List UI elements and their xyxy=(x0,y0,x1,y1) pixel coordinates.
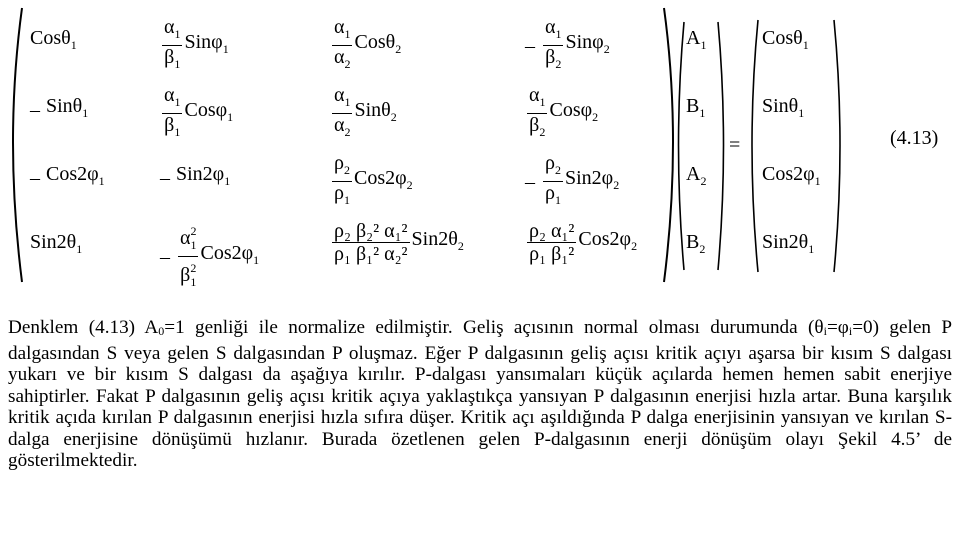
cell-function: Sinφ$_2$ xyxy=(565,31,610,56)
matrix-cell xyxy=(160,16,229,75)
cell-function: Sinθ$_1$ xyxy=(762,95,805,120)
matrix-cell xyxy=(525,16,610,75)
fraction-symbol: $\beta_2$ xyxy=(545,46,562,71)
cell-function: $Sin2\theta_1$ xyxy=(30,231,83,256)
paragraph-sub-3: i xyxy=(848,324,853,338)
fraction-denominator xyxy=(162,114,182,143)
unknown-subscript: 1 xyxy=(699,106,706,120)
fraction-subscript: 1 xyxy=(539,95,546,109)
fraction-subscript: 1 xyxy=(174,27,181,41)
fraction-numerator xyxy=(162,84,182,113)
fraction-superscript: 2 xyxy=(190,261,197,275)
unknown-vector-entry: $B_2$ xyxy=(686,231,706,256)
fraction-subscript: 1 xyxy=(174,95,181,109)
paragraph-sub-1: 0 xyxy=(158,324,165,338)
matrix-cell xyxy=(330,84,397,143)
fraction-symbol: $\alpha_1$ xyxy=(334,16,351,41)
fraction-denominator xyxy=(543,46,563,75)
fraction-symbol: $\alpha^2_1$ xyxy=(180,224,197,252)
fraction-denominator xyxy=(527,114,547,143)
fraction-denominator xyxy=(332,114,352,143)
cell-function-subscript: 1 xyxy=(802,38,809,52)
cell-function: $Cos2\varphi_1$ xyxy=(46,163,105,188)
fraction-symbol: $\beta_1$ xyxy=(164,46,181,71)
matrix-cell xyxy=(330,152,413,211)
cell-function-subscript: 1 xyxy=(798,106,805,120)
cell-function: $Sin2\theta_2$ xyxy=(411,228,464,253)
cell-function-subscript: 2 xyxy=(613,178,620,192)
fraction-symbol: $\rho_2$ xyxy=(545,152,561,177)
matrix-cell xyxy=(330,16,401,75)
matrix-cell xyxy=(525,84,598,143)
minus-sign: – xyxy=(30,98,40,121)
matrix-cell xyxy=(30,96,88,123)
matrix-cell xyxy=(160,164,230,191)
fraction-symbol: $\rho_1$ xyxy=(545,182,561,207)
rhs-vector-entry xyxy=(762,28,809,55)
cell-function-subscript: 1 xyxy=(70,38,77,52)
fraction-denominator: ρ₁ β₁² α₂² xyxy=(334,243,408,265)
fraction-symbol: $\rho_1$ xyxy=(334,182,350,207)
fraction xyxy=(527,84,547,143)
unknown-vector-entry: $B_1$ xyxy=(686,95,706,120)
cell-function-subscript: 1 xyxy=(253,253,260,267)
minus-sign: – xyxy=(525,34,535,57)
cell-function: $Cos2\varphi_2$ xyxy=(353,167,413,192)
minus-sign: – xyxy=(160,166,170,189)
unknown-vector-entry: $A_1$ xyxy=(686,27,707,52)
fraction-numerator xyxy=(178,220,198,256)
fraction-subscript: 1 xyxy=(344,95,351,109)
cell-function: Sinθ$_2$ xyxy=(354,99,397,124)
cell-function-subscript: 2 xyxy=(390,110,397,124)
matrix-cell xyxy=(30,28,77,55)
matrix-cell xyxy=(525,220,637,265)
fraction-symbol: $\beta_2$ xyxy=(529,114,546,139)
fraction-subscript: 1 xyxy=(190,275,197,289)
fraction xyxy=(543,16,563,75)
fraction-symbol: $\alpha_1$ xyxy=(545,16,562,41)
unknown-vector-entry: $A_2$ xyxy=(686,163,707,188)
fraction-subscript: 2 xyxy=(554,163,561,177)
matrix-cell xyxy=(160,84,233,143)
fraction-numerator xyxy=(332,152,352,181)
unknown-subscript: 2 xyxy=(700,174,707,188)
fraction-denominator xyxy=(332,46,352,75)
fraction xyxy=(332,220,410,265)
cell-function-subscript: 2 xyxy=(457,239,464,253)
paragraph-text-1: Denklem (4.13) A xyxy=(8,317,159,338)
fraction xyxy=(543,152,563,211)
fraction-subscript: 1 xyxy=(174,57,181,71)
fraction-symbol: $\alpha_1$ xyxy=(164,16,181,41)
cell-function-subscript: 1 xyxy=(227,110,234,124)
cell-function: Cosφ$_1$ xyxy=(184,99,234,124)
minus-sign: – xyxy=(30,166,40,189)
fraction-symbol: $\beta_1$ xyxy=(164,114,181,139)
fraction-symbol: $\rho_2$ xyxy=(334,152,350,177)
fraction-numerator xyxy=(162,16,182,45)
paragraph-text-4: =0) gelen P dalgasından S veya gelen S dalgasından P oluşmaz. Eğer P dalgasının geliş açısı kritik açıyı aşarsa bir kısım S dalgası yukarı ve bir kısım S dalgası da aşağıya kırılır. P-dalgası yansımaları küçük açılarda hemen hemen sabit enerjiye sahiptirler. Fakat P dalgasının geliş açısı kritik açıya yaklaştıkça yansıyan P dalgasının enerjisi hızla artar. Buna karşılık kritik açıda kırılan P dalgasının enerjisi hızla sıfıra düşer. Kritik açı aşıldığında P dalga enerjisinin yansıyan ve kırılan S-dalga enerjisine dönüşümü hızlanır. Burada özetlenen gelen P-dalgasının enerji dönüşüm olayı Şekil 4.5’ de gösterilmektedir. xyxy=(8,317,952,471)
matrix-cell xyxy=(525,152,619,211)
fraction xyxy=(527,220,576,265)
fraction-denominator xyxy=(178,257,198,293)
equation-number: (4.13) xyxy=(890,127,939,149)
paragraph-sub-2: i xyxy=(823,324,827,338)
fraction-symbol: $\alpha_1$ xyxy=(529,84,546,109)
fraction-subscript: 1 xyxy=(554,193,561,207)
matrix-cell xyxy=(30,164,105,191)
fraction xyxy=(162,16,182,75)
cell-function-subscript: 1 xyxy=(82,106,89,120)
cell-function: $Sin2\varphi_2$ xyxy=(564,167,620,192)
fraction-symbol: $\beta^2_1$ xyxy=(180,261,197,289)
cell-function-subscript: 1 xyxy=(222,42,229,56)
fraction-subscript: 2 xyxy=(344,57,351,71)
paragraph-text-3: =φ xyxy=(826,317,849,338)
fraction xyxy=(162,84,182,143)
fraction-denominator: ρ₁ β₁² xyxy=(529,243,575,265)
cell-function: Cosθ$_1$ xyxy=(30,27,77,52)
rhs-vector-entry xyxy=(762,164,821,191)
fraction-subscript: 1 xyxy=(344,27,351,41)
body-paragraph xyxy=(8,317,952,472)
fraction-subscript: 2 xyxy=(555,57,562,71)
fraction-superscript: 2 xyxy=(190,224,197,238)
cell-function: $Cos2\varphi_2$ xyxy=(578,228,638,253)
fraction xyxy=(332,16,352,75)
matrix-cell xyxy=(160,220,259,293)
cell-function-subscript: 2 xyxy=(631,239,638,253)
fraction-numerator xyxy=(332,84,352,113)
cell-function: Sinφ$_1$ xyxy=(184,31,229,56)
fraction-subscript: 2 xyxy=(539,125,546,139)
fraction-subscript: 1 xyxy=(174,125,181,139)
paragraph-text-2: =1 genliği ile normalize edilmiştir. Geliş açısının normal olması durumunda (θ xyxy=(164,317,824,338)
fraction-symbol: $\alpha_1$ xyxy=(334,84,351,109)
fraction-denominator xyxy=(332,182,352,211)
fraction-numerator xyxy=(527,84,547,113)
fraction-subscript: 2 xyxy=(343,163,350,177)
cell-function: Cosθ$_2$ xyxy=(354,31,402,56)
cell-function: Cosφ$_2$ xyxy=(549,99,599,124)
cell-function: $Sin2\varphi_1$ xyxy=(176,163,231,188)
fraction-subscript: 1 xyxy=(343,193,350,207)
fraction xyxy=(332,152,352,211)
rhs-vector-entry xyxy=(762,232,814,259)
cell-function-subscript: 2 xyxy=(406,178,413,192)
rhs-vector-entry xyxy=(762,96,804,123)
matrix-cell xyxy=(330,220,464,265)
fraction-numerator xyxy=(543,16,563,45)
cell-function: Sinθ$_1$ xyxy=(46,95,89,120)
cell-function: $Cos2\varphi_1$ xyxy=(762,163,821,188)
cell-function: $Cos2\varphi_1$ xyxy=(200,242,260,267)
cell-function-subscript: 1 xyxy=(224,174,231,188)
cell-function: $Sin2\theta_1$ xyxy=(762,231,815,256)
minus-sign: – xyxy=(525,170,535,193)
fraction xyxy=(178,220,198,293)
fraction-symbol: $\alpha_1$ xyxy=(164,84,181,109)
fraction-denominator xyxy=(162,46,182,75)
cell-function-subscript: 1 xyxy=(98,174,105,188)
fraction-numerator: ρ₂ β₂² α₁² xyxy=(334,220,408,242)
equals-sign: = xyxy=(729,134,741,156)
cell-function: Cosθ$_1$ xyxy=(762,27,809,52)
unknown-subscript: 2 xyxy=(699,242,706,256)
fraction-subscript: 1 xyxy=(555,27,562,41)
fraction-subscript: 2 xyxy=(344,125,351,139)
fraction-subscript: 1 xyxy=(190,238,197,252)
cell-function-subscript: 1 xyxy=(814,174,821,188)
cell-function-subscript: 2 xyxy=(395,42,402,56)
fraction-numerator xyxy=(543,152,563,181)
unknown-subscript: 1 xyxy=(700,38,707,52)
fraction xyxy=(332,84,352,143)
cell-function-subscript: 2 xyxy=(592,110,599,124)
cell-function-subscript: 1 xyxy=(808,242,815,256)
cell-function-subscript: 1 xyxy=(76,242,83,256)
fraction-denominator xyxy=(543,182,563,211)
fraction-symbol: $\alpha_2$ xyxy=(334,114,351,139)
cell-function-subscript: 2 xyxy=(603,42,610,56)
minus-sign: – xyxy=(160,245,170,268)
fraction-numerator xyxy=(332,16,352,45)
fraction-numerator: ρ₂ α₁² xyxy=(529,220,575,242)
matrix-cell xyxy=(30,232,82,259)
fraction-symbol: $\alpha_2$ xyxy=(334,46,351,71)
